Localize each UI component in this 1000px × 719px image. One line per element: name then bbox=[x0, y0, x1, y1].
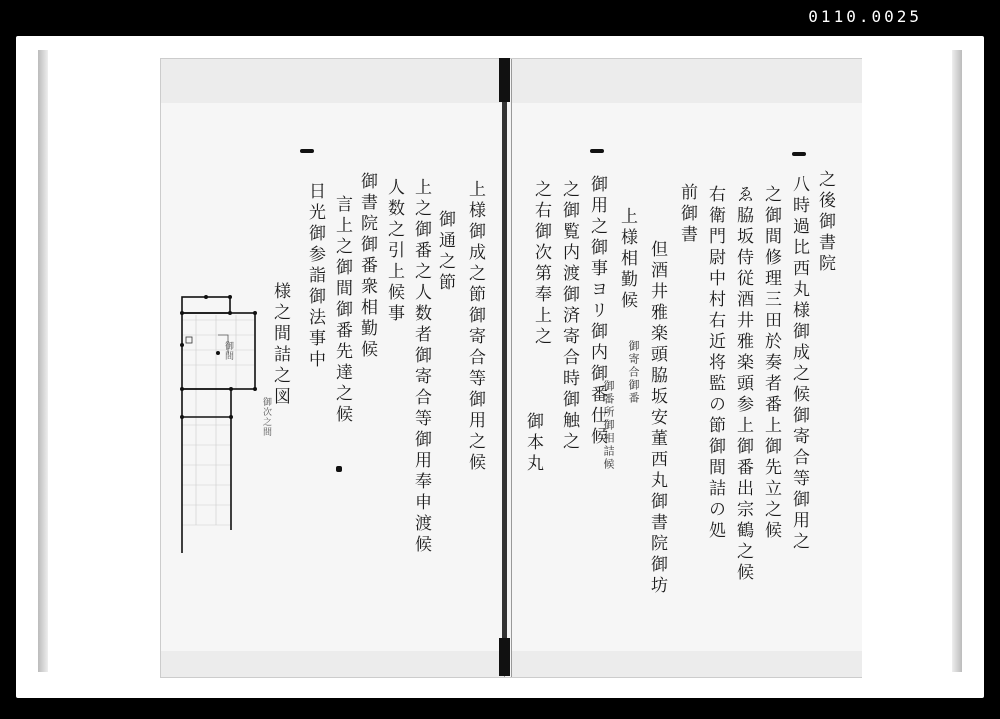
binding-clip-bottom bbox=[499, 638, 510, 676]
left-page-top-band bbox=[161, 59, 504, 103]
right-col-3: 之御間修理三田於奏者番上御先立之候 bbox=[761, 185, 781, 542]
right-col-10: 之御覧内渡御済寄合時御触之 bbox=[559, 180, 579, 453]
left-col-1: 上様御成之節御寄合等御用之候 bbox=[465, 180, 485, 474]
right-col-6: 前御書 bbox=[677, 183, 697, 246]
left-col-6: 言上之御間御番先達之候 bbox=[332, 195, 352, 426]
binding-clip-top bbox=[499, 58, 510, 102]
book-spine bbox=[502, 58, 507, 676]
right-page-top-band bbox=[512, 59, 862, 103]
mount-shadow-left bbox=[38, 50, 48, 672]
right-col-12: 御本丸 bbox=[523, 412, 543, 475]
right-col-4: ゑ脇坂侍従酒井雅楽頭参上御番出宗鶴之候 bbox=[733, 185, 753, 584]
diagram-label-next-room: 御次之間 bbox=[261, 397, 271, 437]
left-col-3: 上之御番之人数者御寄合等御用奉申渡候 bbox=[411, 178, 431, 556]
item-marker-left-2 bbox=[336, 466, 342, 472]
right-small-note-2: 御寄合御番 bbox=[627, 340, 640, 405]
diagram-label-upper-room: 御間 bbox=[223, 341, 233, 361]
left-col-2: 御通之節 bbox=[435, 210, 455, 294]
right-col-7: 但酒井雅楽頭脇坂安董西丸御書院御坊 bbox=[647, 240, 667, 597]
right-col-11: 之右御次第奉上之 bbox=[531, 180, 551, 348]
room-layout-diagram bbox=[176, 275, 276, 557]
right-col-2: 八時過比西丸様御成之候御寄合等御用之 bbox=[789, 175, 809, 553]
mount-shadow-right bbox=[952, 50, 962, 672]
left-col-8: 様之間詰之図 bbox=[270, 282, 290, 408]
item-marker-left-1 bbox=[300, 149, 314, 153]
left-col-7: 日光御参詣御法事中 bbox=[305, 182, 325, 371]
left-col-4: 人数之引上候事 bbox=[384, 178, 404, 325]
left-col-5: 御書院御番衆相勤候 bbox=[357, 172, 377, 361]
right-col-9: 御用之御事ヨリ御内御番仕候 bbox=[587, 175, 607, 448]
right-small-note-1: 御番所御相詰候 bbox=[602, 380, 615, 471]
left-page-bottom-band bbox=[161, 651, 504, 677]
right-page-bottom-band bbox=[512, 651, 862, 677]
right-col-5: 右衛門尉中村右近将監の節御間詰の処 bbox=[705, 185, 725, 542]
right-col-8: 上様相勤候 bbox=[617, 207, 637, 312]
item-marker-right-1 bbox=[792, 152, 806, 156]
right-col-1: 之後御書院 bbox=[815, 170, 835, 275]
item-marker-right-2 bbox=[590, 149, 604, 153]
frame-number: 0110.0025 bbox=[808, 7, 922, 26]
